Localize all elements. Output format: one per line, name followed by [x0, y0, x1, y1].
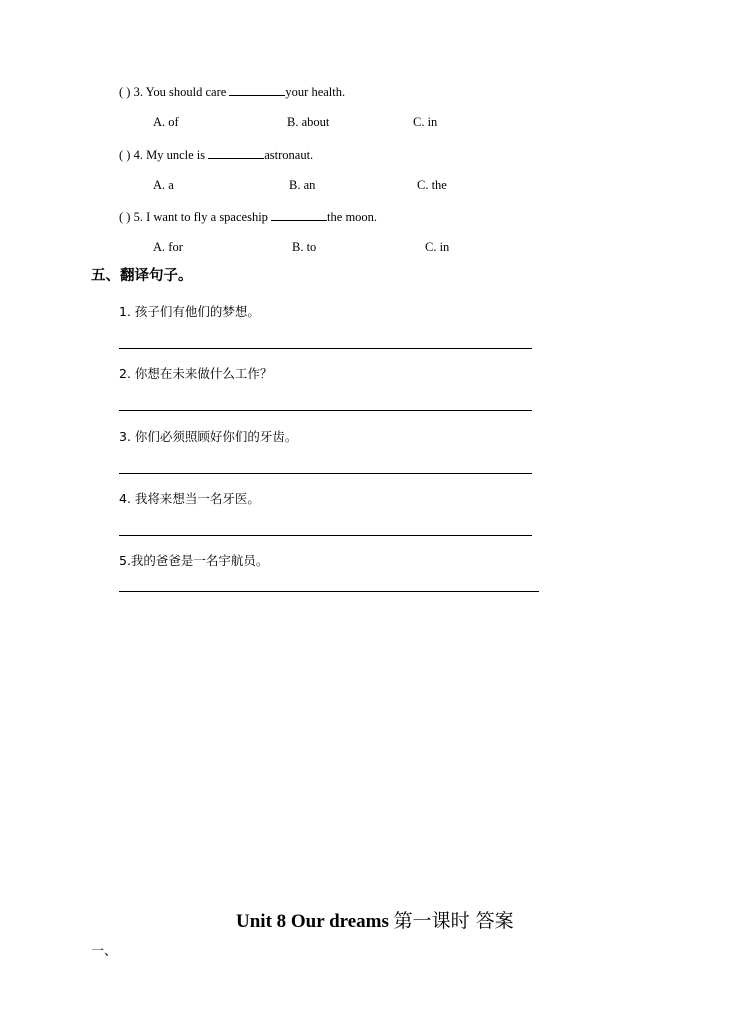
fill-blank	[229, 84, 285, 96]
question-4	[119, 147, 313, 163]
title-chinese: 第一课时 答案	[393, 910, 514, 932]
question-stem-start: 4. My uncle is	[133, 148, 209, 162]
question-5	[119, 209, 377, 225]
question-stem-start: 5. I want to fly a spaceship	[133, 210, 272, 224]
answer-bracket: ( )	[119, 210, 131, 224]
fill-blank	[271, 209, 327, 221]
question-stem-end: astronaut.	[264, 148, 314, 162]
option-b: B. about	[287, 115, 330, 129]
question-3	[119, 84, 345, 100]
question-stem-end: your health.	[285, 85, 346, 99]
fill-blank	[208, 147, 264, 159]
option-a: A. of	[153, 115, 179, 129]
answer-line	[119, 591, 539, 592]
translation-item-1: 1. 孩子们有他们的梦想。	[119, 304, 260, 319]
option-b: B. an	[289, 178, 316, 192]
option-a: A. a	[153, 178, 174, 192]
option-c: C. the	[417, 178, 447, 192]
translation-item-2: 2. 你想在未来做什么工作？	[119, 366, 273, 381]
option-a: A. for	[153, 240, 183, 254]
answer-line	[119, 473, 532, 474]
translation-item-3: 3. 你们必须照顾好你们的牙齿。	[119, 429, 298, 444]
answer-line	[119, 410, 532, 411]
translation-item-4: 4. 我将来想当一名牙医。	[119, 491, 260, 506]
question-stem-start: 3. You should care	[133, 85, 230, 99]
section-heading: 五、翻译句子。	[91, 268, 193, 284]
question-stem-end: the moon.	[327, 210, 378, 224]
option-b: B. to	[292, 240, 317, 254]
translation-item-5: 5.我的爸爸是一名宇航员。	[119, 553, 269, 568]
answer-line	[119, 348, 532, 349]
answer-section-label: 一、	[91, 944, 118, 959]
answer-bracket: ( )	[119, 85, 131, 99]
answer-line	[119, 535, 532, 536]
title-english: Unit 8 Our dreams	[236, 911, 389, 932]
option-c: C. in	[425, 240, 450, 254]
answer-key-title	[236, 906, 514, 933]
option-c: C. in	[413, 115, 438, 129]
answer-bracket: ( )	[119, 148, 131, 162]
